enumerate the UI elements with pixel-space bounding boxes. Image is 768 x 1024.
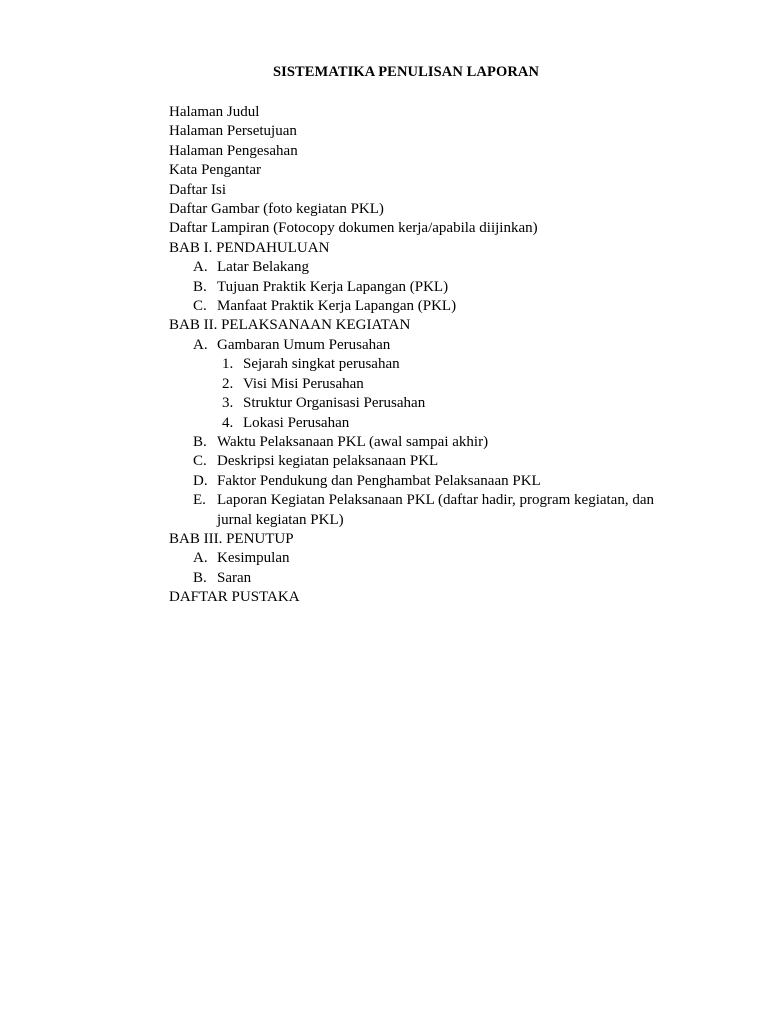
list-item-text: Faktor Pendukung dan Penghambat Pelaksanaan PKL [217, 472, 541, 489]
sub-list-item [169, 355, 709, 374]
list-marker: B. [193, 433, 207, 450]
list-item-text: Visi Misi Perusahan [243, 375, 364, 392]
list-item-text: Latar Belakang [217, 259, 310, 276]
list-item [169, 569, 709, 588]
list-marker: C. [193, 298, 207, 315]
list-marker: A. [193, 336, 208, 353]
list-item-text: Manfaat Praktik Kerja Lapangan (PKL) [217, 298, 457, 315]
list-item [169, 472, 709, 491]
list-item [169, 549, 709, 568]
list-marker: 2. [222, 375, 234, 392]
bibliography-heading: DAFTAR PUSTAKA [169, 589, 300, 606]
front-matter-item: Halaman Pengesahan [169, 142, 298, 159]
list-item-text: Sejarah singkat perusahan [243, 356, 400, 373]
sub-list-item [169, 414, 709, 433]
chapter-heading: BAB I. PENDAHULUAN [169, 239, 330, 256]
list-marker: B. [193, 569, 207, 586]
list-item [169, 452, 709, 471]
front-matter-item: Halaman Persetujuan [169, 123, 297, 140]
list-marker: A. [193, 259, 208, 276]
list-marker: E. [193, 492, 206, 509]
chapter-heading: BAB II. PELAKSANAAN KEGIATAN [169, 317, 411, 334]
list-item-text: Gambaran Umum Perusahan [217, 336, 391, 353]
list-marker: 4. [222, 414, 234, 431]
front-matter-item: Daftar Isi [169, 181, 227, 198]
list-item [169, 258, 709, 277]
list-item-text: Tujuan Praktik Kerja Lapangan (PKL) [217, 278, 449, 295]
list-item-text: Saran [217, 569, 252, 586]
list-marker: B. [193, 278, 207, 295]
list-item [169, 278, 709, 297]
list-marker: A. [193, 550, 208, 567]
list-item [169, 336, 709, 355]
list-item-text: Waktu Pelaksanaan PKL (awal sampai akhir) [217, 433, 489, 450]
sub-list-item [169, 394, 709, 413]
list-marker: C. [193, 453, 207, 470]
list-marker: D. [193, 472, 208, 489]
list-item-text: Deskripsi kegiatan pelaksanaan PKL [217, 453, 439, 470]
list-item [169, 297, 709, 316]
list-item-text: Kesimpulan [217, 550, 290, 567]
front-matter-item: Daftar Lampiran (Fotocopy dokumen kerja/apabila diijinkan) [169, 220, 538, 237]
chapter-heading: BAB III. PENUTUP [169, 530, 294, 547]
front-matter-item: Halaman Judul [169, 104, 260, 120]
list-item [169, 433, 709, 452]
list-item-text: Laporan Kegiatan Pelaksanaan PKL (daftar hadir, program kegiatan, dan jurnal kegiatan PKL) [217, 492, 654, 528]
list-item-text: Struktur Organisasi Perusahan [243, 395, 426, 412]
document-title: SISTEMATIKA PENULISAN LAPORAN [272, 64, 540, 80]
outline-content [169, 103, 709, 608]
sub-list-item [169, 375, 709, 394]
list-marker: 3. [222, 395, 234, 412]
front-matter-item: Daftar Gambar (foto kegiatan PKL) [169, 201, 384, 218]
list-item-text: Lokasi Perusahan [243, 414, 350, 431]
front-matter-item: Kata Pengantar [169, 162, 262, 179]
list-marker: 1. [222, 356, 234, 373]
list-item [169, 491, 709, 530]
